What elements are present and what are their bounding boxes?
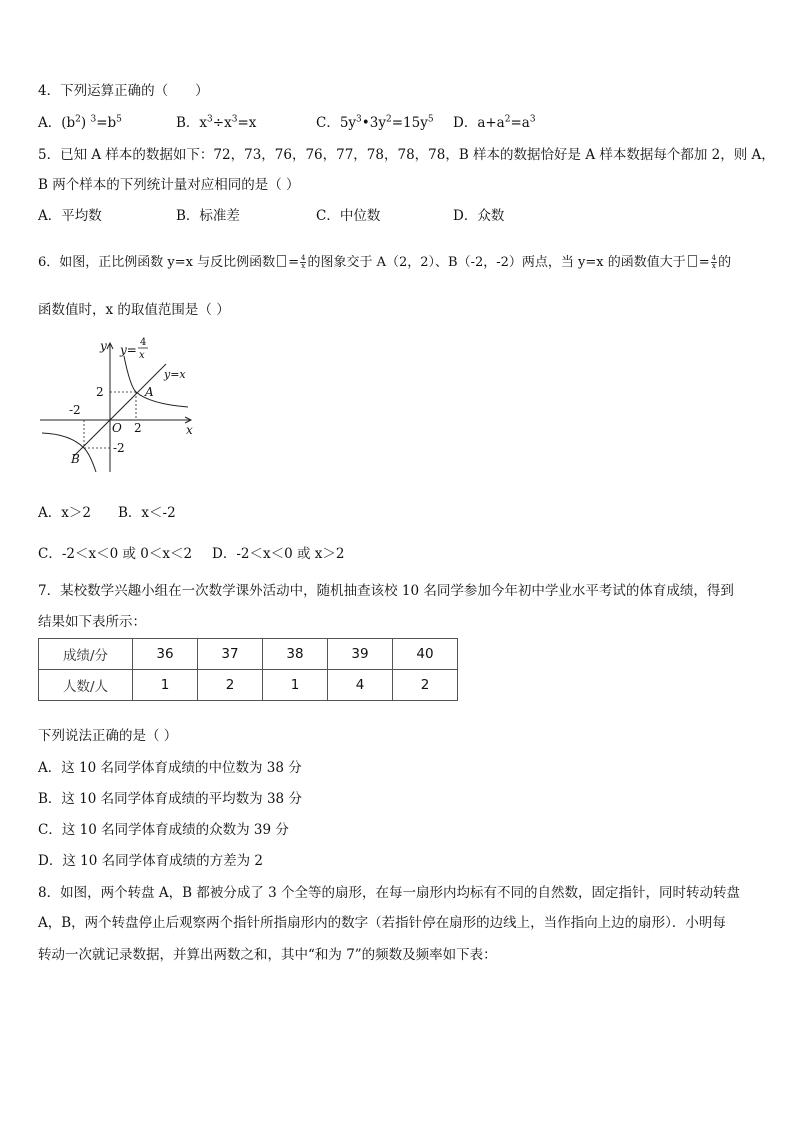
q5-option-d: D．众数 [453, 208, 505, 224]
q4-option-a: A．$(b^2)$ $^3=b^5$ [38, 114, 122, 131]
table-cell: 2 [198, 670, 263, 701]
table-cell: 1 [263, 670, 328, 701]
table-cell: 4 [328, 670, 393, 701]
y-axis-label: y [100, 339, 107, 353]
table-cell: 36 [133, 639, 198, 670]
q8-line-2: A，B，两个转盘停止后观察两个指针所指扇形内的数字（若指针停在扇形的边线上，当作指向上边的扇形）．小明每 [38, 915, 726, 931]
q7-line-2: 结果如下表所示： [38, 614, 146, 630]
x-axis-label: x [186, 423, 193, 437]
q6-option-a: A．x＞2 [38, 505, 91, 521]
table-cell: 2 [393, 670, 458, 701]
hyperbola-branch-q3 [42, 433, 96, 472]
table-row [39, 670, 458, 701]
q7-option-d: D．这 10 名同学体育成绩的方差为 2 [38, 853, 263, 869]
table-header-count: 人数/人 [39, 670, 133, 701]
q7-option-a: A．这 10 名同学体育成绩的中位数为 38 分 [38, 760, 302, 776]
fraction-4-over-x: $\frac{4}{x}$ [301, 254, 306, 270]
score-table [38, 638, 458, 701]
tick-label-pos-x: 2 [134, 421, 142, 435]
missing-glyph-box [688, 255, 697, 267]
table-cell: 38 [263, 639, 328, 670]
q4-option-c: C．$5y^3•3y^2=15y^5$ [316, 114, 434, 131]
q5-option-c: C．中位数 [316, 208, 381, 224]
function-graph [38, 334, 198, 474]
q6-option-d: D．-2＜x＜0 或 x＞2 [212, 546, 345, 562]
q7-option-c: C．这 10 名同学体育成绩的众数为 39 分 [38, 822, 289, 838]
table-cell: 39 [328, 639, 393, 670]
q6-option-c: C．-2＜x＜0 或 0＜x＜2 [38, 546, 193, 562]
q5-option-b: B．标准差 [176, 208, 240, 224]
line-label: y=x [164, 368, 186, 381]
origin-label: O [112, 421, 122, 435]
table-cell: 37 [198, 639, 263, 670]
table-row [39, 639, 458, 670]
hyperbola-label: y= [120, 343, 137, 357]
q7-line-1: 7．某校数学兴趣小组在一次数学课外活动中，随机抽查该校 10 名同学参加今年初中学业水平考试的体育成绩，得到 [38, 583, 734, 599]
missing-glyph-box [277, 255, 286, 267]
q5-line-1: 5．已知 A 样本的数据如下：72，73，76，76，77，78，78，78，B 样本的数据恰好是 A 样本数据每个都加 2，则 A， [38, 147, 775, 163]
q7-option-b: B．这 10 名同学体育成绩的平均数为 38 分 [38, 791, 302, 807]
hyperbola-fraction-den: x [139, 350, 145, 361]
q4-option-d: D．$a+a^2=a^3$ [453, 114, 536, 131]
q5-option-a: A．平均数 [38, 208, 102, 224]
q4-stem: 4．下列运算正确的（ ） [38, 83, 209, 99]
q8-line-3: 转动一次就记录数据，并算出两数之和，其中“和为 7”的频数及频率如下表： [38, 947, 497, 963]
q6-option-b: B．x＜-2 [118, 505, 176, 521]
q6-line-2: 函数值时，x 的取值范围是（ ） [38, 302, 230, 318]
q7-prompt: 下列说法正确的是（ ） [38, 728, 178, 744]
point-a-label: A [145, 385, 154, 399]
hyperbola-branch-q1 [124, 356, 188, 407]
q5-line-2: B 两个样本的下列统计量对应相同的是（ ） [38, 177, 300, 193]
q8-line-1: 8．如图，两个转盘 A，B 都被分成了 3 个全等的扇形，在每一扇形内均标有不同的自然数，固定指针，同时转动转盘 [38, 885, 741, 901]
point-b-label: B [71, 452, 80, 466]
table-header-score: 成绩/分 [39, 639, 133, 670]
tick-label-pos-y: 2 [96, 385, 104, 399]
fraction-4-over-x: $\frac{4}{x}$ [711, 254, 717, 270]
tick-label-neg-y: -2 [113, 441, 125, 455]
q4-option-b: B．$x^3\div x^3=x$ [176, 114, 257, 131]
table-cell: 40 [393, 639, 458, 670]
q6-line-1: 6．如图，正比例函数 y=x 与反比例函数 = $\frac{4}{x}$ 的图象交于 A（2，2）、B（-2，-2）两点，当 y=x 的函数值大于 = $\frac{4}{x}$ 的 [38, 254, 732, 270]
table-cell: 1 [133, 670, 198, 701]
tick-label-neg-x: -2 [69, 403, 81, 417]
hyperbola-fraction-num: 4 [140, 337, 147, 348]
